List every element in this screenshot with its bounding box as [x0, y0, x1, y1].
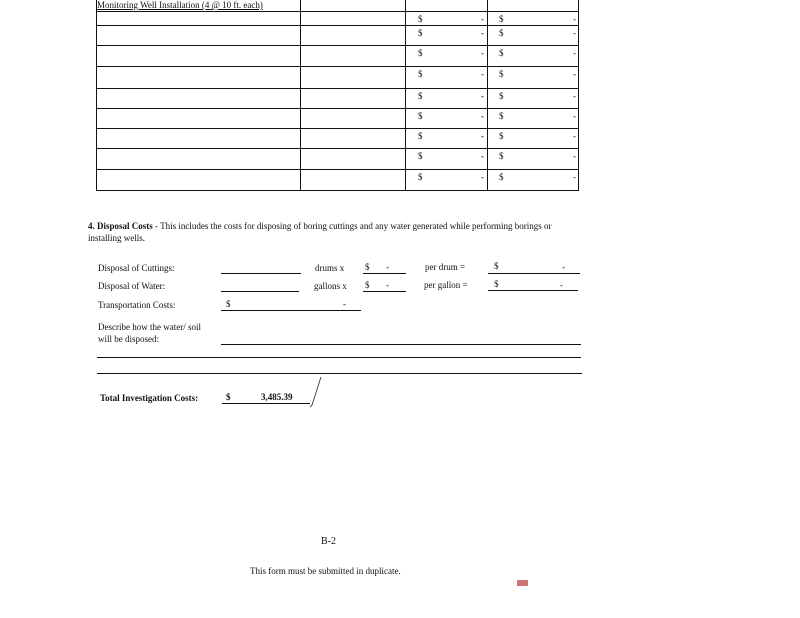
- table-bottom-rule: [96, 190, 579, 191]
- currency-symbol: $: [418, 28, 423, 38]
- drums-x-label: drums x: [315, 263, 345, 273]
- total-label: Total Investigation Costs:: [100, 393, 199, 403]
- currency-symbol: $: [499, 28, 504, 38]
- table-header-item: Monitoring Well Installation (4 @ 10 ft. each): [97, 0, 263, 10]
- disposal-heading: 4. Disposal Costs: [88, 221, 153, 231]
- currency-symbol: $: [226, 392, 231, 402]
- stamp-mark: [517, 580, 528, 586]
- transport-label: Transportation Costs:: [98, 300, 176, 310]
- unit-cost[interactable]: -: [481, 151, 484, 161]
- water-rate[interactable]: -: [386, 280, 389, 290]
- currency-symbol: $: [499, 172, 504, 182]
- unit-cost[interactable]: -: [481, 111, 484, 121]
- currency-symbol: $: [499, 131, 504, 141]
- currency-symbol: $: [499, 91, 504, 101]
- currency-symbol: $: [499, 48, 504, 58]
- page-number: B-2: [321, 536, 336, 547]
- line-total[interactable]: -: [573, 172, 576, 182]
- footer-note: This form must be submitted in duplicate.: [250, 566, 401, 576]
- describe-label-line1: Describe how the water/ soil: [98, 322, 201, 332]
- currency-symbol: $: [494, 261, 499, 271]
- transport-total[interactable]: -: [343, 299, 346, 309]
- currency-symbol: $: [499, 69, 504, 79]
- water-label: Disposal of Water:: [98, 281, 166, 291]
- cuttings-rate[interactable]: -: [386, 262, 389, 272]
- disposal-section-intro: [88, 220, 583, 244]
- currency-symbol: $: [494, 279, 499, 289]
- unit-cost[interactable]: -: [481, 14, 484, 24]
- gallons-x-label: gallons x: [314, 281, 347, 291]
- line-total[interactable]: -: [573, 14, 576, 24]
- currency-symbol: $: [499, 14, 504, 24]
- currency-symbol: $: [418, 151, 423, 161]
- unit-cost[interactable]: -: [481, 48, 484, 58]
- line-total[interactable]: -: [573, 131, 576, 141]
- per-drum-label: per drum =: [425, 262, 466, 272]
- currency-symbol: $: [418, 48, 423, 58]
- water-total[interactable]: -: [560, 280, 563, 290]
- total-value: 3,485.39: [261, 392, 293, 402]
- unit-cost[interactable]: -: [481, 172, 484, 182]
- unit-cost[interactable]: -: [481, 69, 484, 79]
- currency-symbol: $: [418, 111, 423, 121]
- currency-symbol: $: [418, 131, 423, 141]
- describe-label-line2: will be disposed:: [98, 334, 159, 344]
- pen-stroke: [300, 375, 325, 410]
- line-total[interactable]: -: [573, 69, 576, 79]
- line-total[interactable]: -: [573, 48, 576, 58]
- currency-symbol: $: [418, 172, 423, 182]
- line-total[interactable]: -: [573, 91, 576, 101]
- cuttings-total[interactable]: -: [562, 262, 565, 272]
- currency-symbol: $: [418, 69, 423, 79]
- currency-symbol: $: [418, 14, 423, 24]
- currency-symbol: $: [226, 299, 231, 309]
- currency-symbol: $: [499, 111, 504, 121]
- per-gallon-label: per gallon =: [424, 280, 468, 290]
- line-total[interactable]: -: [573, 151, 576, 161]
- line-total[interactable]: -: [573, 28, 576, 38]
- line-total[interactable]: -: [573, 111, 576, 121]
- unit-cost[interactable]: -: [481, 28, 484, 38]
- unit-cost[interactable]: -: [481, 91, 484, 101]
- disposal-description: - This includes the costs for disposing of boring cuttings and any water generated while performing borings or installing wells.: [88, 221, 552, 243]
- currency-symbol: $: [418, 91, 423, 101]
- currency-symbol: $: [499, 151, 504, 161]
- unit-cost[interactable]: -: [481, 131, 484, 141]
- cuttings-label: Disposal of Cuttings:: [98, 263, 175, 273]
- currency-symbol: $: [365, 280, 370, 290]
- currency-symbol: $: [365, 262, 370, 272]
